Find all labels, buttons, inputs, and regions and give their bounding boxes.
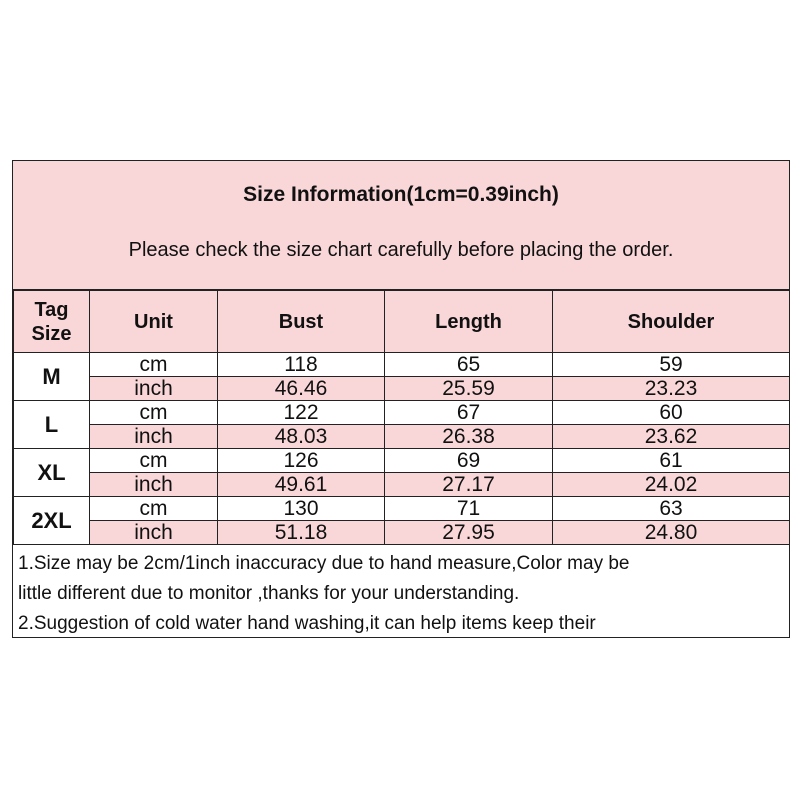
shoulder-cell: 23.23 [553,377,790,401]
size-table [13,290,790,545]
unit-cell: inch [90,425,218,449]
length-cell: 27.17 [385,473,553,497]
note-line-1: 1.Size may be 2cm/1inch inaccuracy due to hand measure,Color may be [18,553,630,574]
column-header-shoulder: Shoulder [553,291,790,353]
shoulder-cell: 24.02 [553,473,790,497]
unit-cell: inch [90,473,218,497]
table-row-xl-cm [14,449,790,473]
column-header-length: Length [385,291,553,353]
note-line-3: 2.Suggestion of cold water hand washing,it can help items keep their [18,613,596,634]
bust-cell: 130 [218,497,385,521]
shoulder-cell: 63 [553,497,790,521]
length-cell: 69 [385,449,553,473]
length-cell: 26.38 [385,425,553,449]
shoulder-cell: 24.80 [553,521,790,545]
size-chart-header [13,161,789,290]
bust-cell: 51.18 [218,521,385,545]
column-header-unit: Unit [90,291,218,353]
tag-size-2xl: 2XL [14,497,90,545]
column-header-tag-size: Tag Size [14,291,90,353]
bust-cell: 118 [218,353,385,377]
shoulder-cell: 61 [553,449,790,473]
shoulder-cell: 23.62 [553,425,790,449]
bust-cell: 126 [218,449,385,473]
unit-cell: cm [90,353,218,377]
note-line-2: little different due to monitor ,thanks for your understanding. [18,583,520,604]
table-row-m-cm [14,353,790,377]
tag-size-l: L [14,401,90,449]
bust-cell: 46.46 [218,377,385,401]
table-header-row [14,291,790,353]
unit-cell: inch [90,521,218,545]
column-header-bust: Bust [218,291,385,353]
tag-size-xl: XL [14,449,90,497]
shoulder-cell: 59 [553,353,790,377]
chart-subtitle: Please check the size chart carefully before placing the order. [128,239,674,261]
table-row-l-cm [14,401,790,425]
size-chart [12,160,790,638]
bust-cell: 122 [218,401,385,425]
bust-cell: 48.03 [218,425,385,449]
length-cell: 27.95 [385,521,553,545]
bust-cell: 49.61 [218,473,385,497]
table-row-xl-inch [14,473,790,497]
length-cell: 65 [385,353,553,377]
table-row-2xl-cm [14,497,790,521]
length-cell: 71 [385,497,553,521]
unit-cell: cm [90,401,218,425]
tag-size-m: M [14,353,90,401]
length-cell: 67 [385,401,553,425]
table-row-m-inch [14,377,790,401]
length-cell: 25.59 [385,377,553,401]
unit-cell: cm [90,449,218,473]
table-row-l-inch [14,425,790,449]
shoulder-cell: 60 [553,401,790,425]
chart-title: Size Information(1cm=0.39inch) [243,183,559,206]
unit-cell: cm [90,497,218,521]
notes-section [13,544,789,637]
unit-cell: inch [90,377,218,401]
table-row-2xl-inch [14,521,790,545]
